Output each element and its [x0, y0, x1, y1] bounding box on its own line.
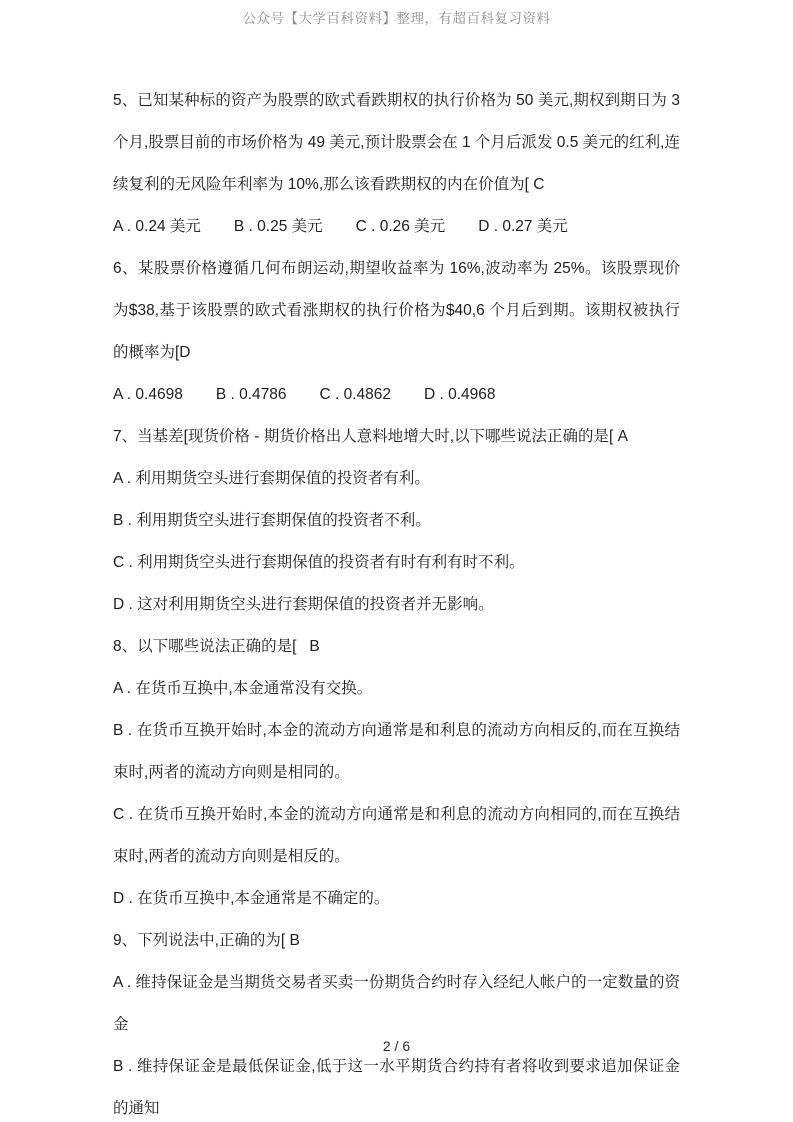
option-a: A . 维持保证金是当期货交易者买卖一份期货合约时存入经纪人帐户的一定数量的资金 [113, 974, 680, 1033]
option-c: C . 在货币互换开始时,本金的流动方向通常是和利息的流动方向相同的,而在互换结束时,两者的流动方向则是相反的。 [113, 806, 680, 865]
option-d: D . 0.27 美元 [478, 218, 568, 235]
option-c: C . 0.4862 [319, 386, 392, 403]
question-stem: 9、下列说法中,正确的为[ B [113, 932, 300, 949]
option-a: A . 利用期货空头进行套期保值的投资者有利。 [113, 470, 430, 487]
question-stem: 8、以下哪些说法正确的是[ B [113, 638, 320, 655]
option-d: D . 在货币互换中,本金通常是不确定的。 [113, 890, 390, 907]
question-block-5 [113, 80, 680, 248]
question-block-8 [113, 626, 680, 920]
question-stem: 6、某股票价格遵循几何布朗运动,期望收益率为 16%,波动率为 25%。该股票现价为$38,基于该股票的欧式看涨期权的执行价格为$40,6 个月后到期。该期权被执行的概率为[D [113, 260, 680, 361]
question-stem: 5、已知某种标的资产为股票的欧式看跌期权的执行价格为 50 美元,期权到期日为 3 个月,股票目前的市场价格为 49 美元,预计股票会在 1 个月后派发 0.5 美元的红利,连续复利的无风险年利率为 10%,那么该看跌期权的内在价值为[ C [113, 92, 680, 193]
question-block-9 [113, 920, 680, 1122]
option-d: D . 这对利用期货空头进行套期保值的投资者并无影响。 [113, 596, 494, 613]
option-b: B . 0.4786 [215, 386, 287, 403]
option-b: B . 利用期货空头进行套期保值的投资者不利。 [113, 512, 431, 529]
option-c: C . 0.26 美元 [355, 218, 446, 235]
option-a: A . 在货币互换中,本金通常没有交换。 [113, 680, 373, 697]
option-b: B . 0.25 美元 [233, 218, 323, 235]
option-d: D . 0.4968 [424, 386, 496, 403]
question-block-6 [113, 248, 680, 416]
page-number-indicator: 2 / 6 [382, 1038, 411, 1054]
question-stem: 7、当基差[现货价格 - 期货价格出人意料地增大时,以下哪些说法正确的是[ A [113, 428, 628, 445]
option-b: B . 维持保证金是最低保证金,低于这一水平期货合约持有者将收到要求追加保证金的通知 [113, 1058, 680, 1117]
options-row [113, 206, 680, 248]
document-body [113, 80, 680, 1122]
question-block-7 [113, 416, 680, 626]
option-b: B . 在货币互换开始时,本金的流动方向通常是和利息的流动方向相反的,而在互换结束时,两者的流动方向则是相同的。 [113, 722, 680, 781]
option-c: C . 利用期货空头进行套期保值的投资者有时有利有时不利。 [113, 554, 525, 571]
option-a: A . 0.4698 [113, 386, 183, 403]
option-a: A . 0.24 美元 [113, 218, 201, 235]
options-row [113, 374, 680, 416]
document-header-note: 公众号【大学百科资料】整理，有超百科复习资料 [242, 11, 551, 26]
